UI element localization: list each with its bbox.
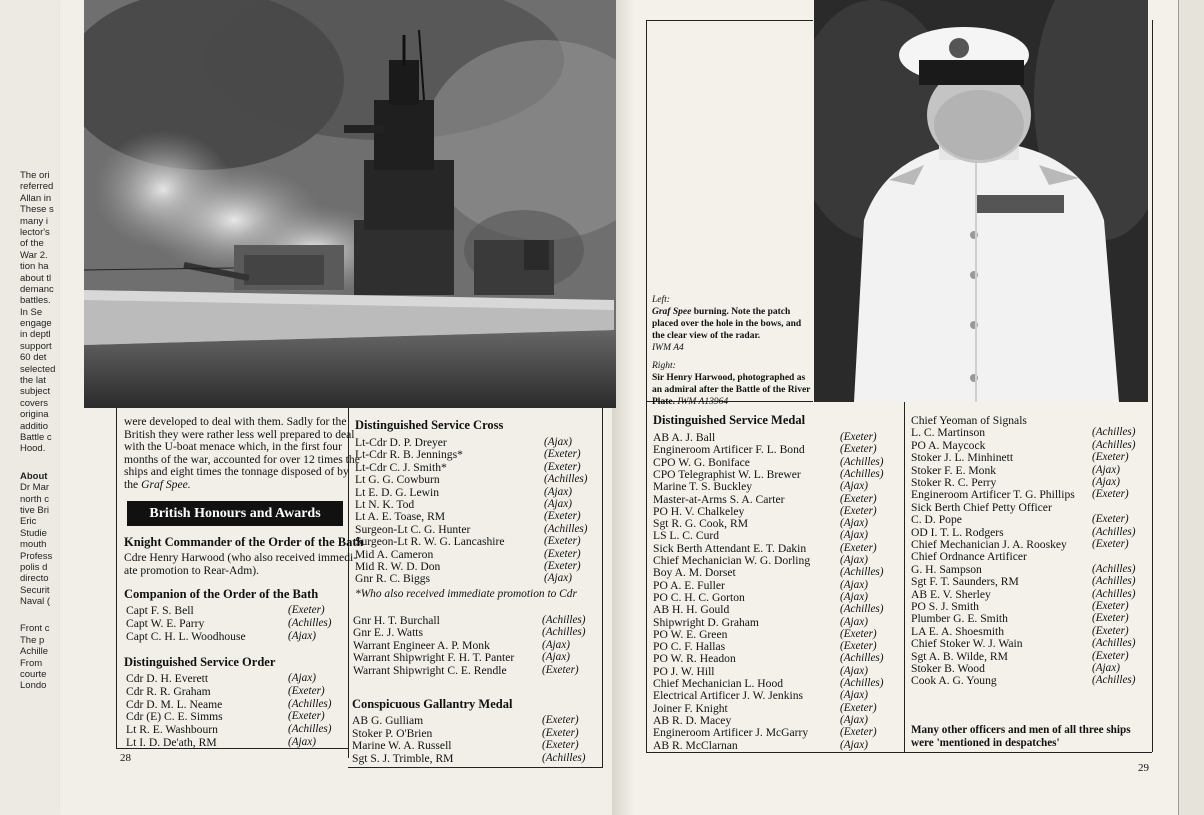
award-recipient-name: OD I. T. L. Rodgers bbox=[911, 525, 1004, 539]
award-recipient-name: Chief Mechanician L. Hood bbox=[653, 677, 784, 690]
ship-name: (Exeter) bbox=[1092, 624, 1129, 637]
award-recipient-name: Gnr E. J. Watts bbox=[353, 626, 424, 640]
back-text-line: 60 det bbox=[20, 352, 47, 364]
ship-name: (Achilles) bbox=[1092, 562, 1136, 575]
ship-name: (Ajax) bbox=[840, 713, 868, 726]
text-line: Cdre Henry Harwood (who also received immedi- bbox=[124, 551, 358, 564]
award-recipient-name: Boy A. M. Dorset bbox=[653, 566, 736, 580]
cgm-heading: Conspicuous Gallantry Medal bbox=[352, 697, 513, 711]
right-table-left-border bbox=[646, 402, 647, 752]
section-banner: British Honours and Awards bbox=[127, 501, 343, 526]
award-recipient-name: Shipwright D. Graham bbox=[653, 615, 759, 629]
caption-left-text: burning. Note the patch placed over the hole in the bows, and the clear view of the radar. bbox=[652, 307, 802, 341]
ship-name: (Ajax) bbox=[544, 572, 572, 585]
award-recipient-name: PO A. E. Fuller bbox=[653, 578, 725, 592]
caption-left bbox=[652, 294, 812, 354]
award-recipient-name: AB A. J. Ball bbox=[653, 431, 716, 444]
award-recipient-name: Sgt R. G. Cook, RM bbox=[653, 517, 749, 531]
ship-name: (Ajax) bbox=[840, 578, 868, 591]
table-bottom-border-right bbox=[348, 767, 602, 768]
ship-name: (Exeter) bbox=[840, 443, 877, 456]
ship-name: (Exeter) bbox=[840, 726, 877, 739]
award-recipient-name: CPO Telegraphist W. L. Brewer bbox=[653, 467, 801, 481]
right-table-right-border bbox=[1152, 20, 1153, 752]
back-text-line: referred bbox=[20, 181, 54, 193]
ship-name: (Achilles) bbox=[288, 617, 332, 629]
caption-right bbox=[652, 360, 812, 408]
award-recipient-name: PO H. V. Chalkeley bbox=[653, 504, 745, 518]
ship-name: (Exeter) bbox=[544, 448, 581, 461]
text-line: with the U-boat menace which, in the first four bbox=[124, 440, 342, 453]
award-recipient-name: Lt-Cdr D. P. Dreyer bbox=[355, 436, 447, 449]
ship-name: (Achilles) bbox=[1092, 587, 1136, 600]
mentioned-footnote: Many other officers and men of all three ships were 'mentioned in despatches' bbox=[911, 724, 1131, 749]
text-line: the Graf Spee. bbox=[124, 477, 191, 491]
award-recipient-name: PO W. E. Green bbox=[653, 627, 728, 641]
award-recipient-name: AB E. V. Sherley bbox=[911, 587, 991, 601]
back-text-line: in deptl bbox=[20, 329, 51, 341]
award-recipient-name: Chief Ordnance Artificer bbox=[911, 550, 1027, 564]
back-text-line: demanc bbox=[20, 283, 54, 295]
ship-name: (Achilles) bbox=[1092, 674, 1136, 687]
award-recipient-name: AB R. McClarnan bbox=[653, 738, 738, 752]
back-text-line: battles. bbox=[20, 295, 51, 307]
back-text-line: Securit bbox=[20, 584, 50, 596]
award-recipient-name: Stoker B. Wood bbox=[911, 662, 985, 675]
back-text-line: Londo bbox=[20, 680, 47, 692]
award-recipient-name: PO C. F. Hallas bbox=[653, 640, 726, 654]
ship-name: (Achilles) bbox=[544, 473, 588, 486]
award-recipient-name: Chief Mechanician J. A. Rooskey bbox=[911, 538, 1067, 551]
harwood-portrait-photo bbox=[814, 0, 1148, 402]
award-recipient-name: Lt E. D. G. Lewin bbox=[355, 485, 440, 499]
award-recipient-name: Cook A. G. Young bbox=[911, 674, 997, 688]
text-line: months of the war, accounted for over 12 times the bbox=[124, 452, 360, 466]
back-text-line: Profess bbox=[20, 550, 53, 562]
ship-name: (Ajax) bbox=[840, 738, 868, 751]
ship-name: (Achilles) bbox=[542, 626, 586, 639]
award-recipient-name: G. H. Sampson bbox=[911, 562, 982, 576]
ship-name: (Exeter) bbox=[840, 640, 877, 653]
award-recipient-name: Cdr R. R. Graham bbox=[126, 684, 211, 698]
award-recipient-name: Plumber G. E. Smith bbox=[911, 612, 1008, 626]
ship-name: (Exeter) bbox=[840, 701, 877, 714]
ship-name: (Ajax) bbox=[1092, 463, 1120, 476]
ship-name: (Ajax) bbox=[288, 630, 316, 642]
kcb-entry bbox=[124, 552, 357, 577]
right-column-divider bbox=[904, 402, 905, 752]
back-text-line: Battle c bbox=[20, 431, 52, 443]
ship-name: (Exeter) bbox=[1092, 513, 1129, 526]
ship-name: (Achilles) bbox=[840, 652, 884, 665]
ship-name: (Exeter) bbox=[288, 604, 325, 616]
award-recipient-name: Capt C. H. L. Woodhouse bbox=[126, 630, 246, 643]
award-recipient-name: Joiner F. Knight bbox=[653, 701, 728, 715]
award-recipient-name: Stoker R. C. Perry bbox=[911, 476, 997, 489]
graf-spee-burning-photo bbox=[84, 0, 616, 408]
caption-right-label: Right: bbox=[652, 361, 676, 371]
back-text-line: additio bbox=[20, 420, 48, 432]
table-right-border bbox=[602, 408, 603, 768]
back-text-line: The p bbox=[20, 634, 45, 646]
award-recipient-name: Lt A. E. Toase, RM bbox=[355, 510, 446, 524]
ship-name: (Exeter) bbox=[544, 510, 581, 523]
ship-name: (Exeter) bbox=[542, 726, 579, 739]
text-line: British they were rather less well prepared to deal bbox=[124, 427, 355, 441]
award-recipient-name: Marine T. S. Buckley bbox=[653, 480, 753, 494]
back-text-line: selected bbox=[20, 363, 56, 375]
back-text-line: mouth bbox=[20, 539, 47, 551]
ship-name: (Ajax) bbox=[288, 672, 316, 684]
table-left-border bbox=[116, 408, 117, 748]
award-recipient-name: Warrant Engineer A. P. Monk bbox=[353, 638, 490, 652]
back-text-line: many i bbox=[20, 215, 48, 227]
award-recipient-name: Cdr D. M. L. Neame bbox=[126, 697, 223, 711]
award-recipient-name: Sick Berth Chief Petty Officer bbox=[911, 500, 1052, 514]
ship-name: (Exeter) bbox=[542, 714, 579, 726]
award-recipient-name: C. D. Pope bbox=[911, 513, 962, 527]
award-recipient-name: Lt R. E. Washbourn bbox=[126, 723, 218, 737]
back-text-line: Front c bbox=[20, 623, 50, 635]
ship-name: (Exeter) bbox=[1092, 488, 1129, 501]
ship-name: (Exeter) bbox=[840, 627, 877, 640]
ship-name: (Exeter) bbox=[544, 460, 581, 473]
award-recipient-name: Stoker F. E. Monk bbox=[911, 463, 997, 477]
ship-name: (Exeter) bbox=[1092, 612, 1129, 625]
ship-name: (Ajax) bbox=[840, 517, 868, 530]
text-line: were developed to deal with them. Sadly for the bbox=[124, 415, 347, 428]
award-recipient-name: Cdr D. H. Everett bbox=[126, 672, 209, 685]
ship-name: (Achilles) bbox=[840, 677, 884, 689]
award-recipient-name: Surgeon-Lt R. W. G. Lancashire bbox=[355, 535, 505, 549]
back-text-line: covers bbox=[20, 397, 48, 409]
back-text-line: north c bbox=[20, 493, 50, 505]
award-recipient-name: AB R. D. Macey bbox=[653, 713, 732, 727]
award-recipient-name: Master-at-Arms S. A. Carter bbox=[653, 492, 785, 506]
award-recipient-name: Mid R. W. D. Don bbox=[355, 560, 441, 573]
cb-heading: Companion of the Order of the Bath bbox=[124, 587, 319, 601]
ship-name: (Exeter) bbox=[840, 541, 877, 554]
ship-name: (Exeter) bbox=[542, 739, 579, 752]
ship-name: (Achilles) bbox=[1092, 426, 1136, 439]
ship-name: (Exeter) bbox=[544, 535, 581, 548]
ship-name: (Achilles) bbox=[1092, 637, 1136, 650]
ship-name: (Achilles) bbox=[542, 614, 586, 626]
award-recipient-name: Cdr (E) C. E. Simms bbox=[126, 710, 223, 724]
back-text-line: From bbox=[20, 657, 43, 669]
kcb-heading: Knight Commander of the Order of the Bath bbox=[124, 535, 364, 549]
ship-name: (Achilles) bbox=[840, 603, 884, 616]
award-recipient-name: AB H. H. Gould bbox=[653, 603, 730, 617]
ship-name: (Ajax) bbox=[544, 436, 572, 448]
award-recipient-name: Sgt S. J. Trimble, RM bbox=[352, 751, 454, 765]
ship-name: (Ajax) bbox=[542, 651, 570, 664]
ship-name: (Achilles) bbox=[1092, 575, 1136, 588]
award-recipient-name: AB G. Gulliam bbox=[352, 714, 424, 727]
back-text-line: courte bbox=[20, 669, 47, 681]
caption-left-label: Left: bbox=[652, 295, 670, 305]
back-text-line: Eric bbox=[20, 516, 37, 528]
ship-name: (Achilles) bbox=[1092, 525, 1136, 538]
ship-name: (Ajax) bbox=[840, 615, 868, 628]
ship-name: (Exeter) bbox=[1092, 451, 1129, 464]
back-text-line: Achille bbox=[20, 646, 48, 658]
award-recipient-name: PO A. Maycock bbox=[911, 438, 986, 452]
back-text-line: War 2. bbox=[20, 249, 48, 261]
back-text-line: origina bbox=[20, 409, 49, 421]
back-text-line: tive Bri bbox=[20, 504, 50, 516]
text-line: ships and eight times the tonnage disposed of by bbox=[124, 465, 349, 478]
next-page-edge bbox=[1178, 0, 1204, 815]
award-recipient-name: Lt-Cdr R. B. Jennings* bbox=[355, 448, 463, 462]
ship-name: (Ajax) bbox=[542, 638, 570, 651]
ship-name: (Exeter) bbox=[288, 684, 325, 697]
award-recipient-name: PO W. R. Headon bbox=[653, 652, 736, 666]
award-recipient-name: Lt G. G. Cowburn bbox=[355, 473, 440, 487]
back-text-line: These s bbox=[20, 204, 54, 216]
back-text-line: tion ha bbox=[20, 261, 49, 273]
back-text-line: Allan in bbox=[20, 192, 52, 204]
ship-name: (Exeter) bbox=[1092, 600, 1129, 612]
back-text-line: engage bbox=[20, 318, 52, 330]
ship-name: (Exeter) bbox=[544, 547, 581, 560]
back-text-line: polis d bbox=[20, 561, 48, 573]
back-text-line: Hood. bbox=[20, 443, 46, 455]
intro-paragraph bbox=[124, 416, 360, 491]
ship-name: (Ajax) bbox=[544, 485, 572, 498]
back-text-line: subject bbox=[20, 386, 51, 398]
back-text-line: Studie bbox=[20, 527, 47, 539]
back-text-line: the lat bbox=[20, 375, 46, 387]
ship-name: (Ajax) bbox=[840, 529, 868, 542]
ship-name: (Ajax) bbox=[1092, 662, 1120, 674]
award-recipient-name: LS L. C. Curd bbox=[653, 529, 720, 543]
back-text-line: The ori bbox=[20, 170, 50, 181]
ship-name: (Ajax) bbox=[840, 664, 868, 677]
ship-name: (Ajax) bbox=[1092, 476, 1120, 488]
award-recipient-name: Warrant Shipwright F. H. T. Panter bbox=[353, 651, 515, 665]
award-recipient-name: Capt F. S. Bell bbox=[126, 604, 194, 617]
award-recipient-name: Stoker J. L. Minhinett bbox=[911, 451, 1014, 465]
dsm-heading: Distinguished Service Medal bbox=[653, 413, 806, 427]
award-recipient-name: Gnr H. T. Burchall bbox=[353, 614, 440, 627]
ship-name: (Achilles) bbox=[840, 467, 884, 480]
ship-name: (Achilles) bbox=[288, 697, 332, 710]
back-text-line: lector's bbox=[20, 226, 50, 238]
dso-heading: Distinguished Service Order bbox=[124, 655, 276, 669]
award-recipient-name: Chief Mechanician W. G. Dorling bbox=[653, 554, 811, 567]
ship-name: (Achilles) bbox=[544, 522, 588, 535]
ship-name: (Ajax) bbox=[840, 554, 868, 566]
back-text-line: support bbox=[20, 340, 52, 352]
ship-name: (Exeter) bbox=[542, 663, 579, 676]
back-text-line: directo bbox=[20, 573, 49, 585]
right-table-bottom-border bbox=[646, 752, 1152, 753]
award-recipient-name: Capt W. E. Parry bbox=[126, 617, 205, 630]
caption-right-text: Sir Henry Harwood, photographed as an admiral after the Battle of the River Plate. bbox=[652, 373, 811, 407]
award-recipient-name: Stoker P. O'Brien bbox=[352, 726, 433, 740]
ship-name: (Achilles) bbox=[840, 455, 884, 468]
ship-name: (Ajax) bbox=[840, 689, 868, 702]
back-text-line: In Se bbox=[20, 306, 43, 318]
page-number-left: 28 bbox=[120, 752, 131, 764]
ship-name: (Exeter) bbox=[840, 504, 877, 517]
previous-page-text bbox=[20, 170, 64, 692]
page-number-right: 29 bbox=[1138, 762, 1149, 774]
award-recipient-name: Lt N. K. Tod bbox=[355, 498, 415, 511]
award-recipient-name: Marine W. A. Russell bbox=[352, 739, 452, 753]
ship-name: (Achilles) bbox=[1092, 438, 1136, 451]
award-recipient-name: PO C. H. C. Gorton bbox=[653, 590, 745, 604]
dsc-footnote: *Who also received immediate promotion to Cdr bbox=[355, 588, 577, 600]
ship-name: (Exeter) bbox=[1092, 538, 1129, 550]
ship-name: (Achilles) bbox=[288, 723, 332, 736]
award-recipient-name: Engineroom Artificer T. G. Phillips bbox=[911, 488, 1075, 502]
award-recipient-name: Sick Berth Attendant E. T. Dakin bbox=[653, 541, 807, 555]
award-recipient-name: Warrant Shipwright C. E. Rendle bbox=[353, 663, 507, 677]
award-recipient-name: LA E. A. Shoesmith bbox=[911, 624, 1005, 638]
ship-name: (Exeter) bbox=[544, 560, 581, 572]
award-recipient-name: Engineroom Artificer J. McGarry bbox=[653, 726, 809, 740]
award-recipient-name: Sgt F. T. Saunders, RM bbox=[911, 575, 1019, 589]
intro-ship-name: Graf Spee. bbox=[138, 477, 191, 491]
award-recipient-name: CPO W. G. Boniface bbox=[653, 455, 750, 469]
award-recipient-name: Mid A. Cameron bbox=[355, 547, 434, 561]
award-recipient-name: Lt I. D. De'ath, RM bbox=[126, 736, 217, 749]
back-text-line: of the bbox=[20, 238, 44, 250]
back-text-line: about tl bbox=[20, 272, 52, 284]
award-recipient-name: Engineroom Artificer F. L. Bond bbox=[653, 443, 805, 457]
ship-name: (Ajax) bbox=[544, 498, 572, 510]
award-recipient-name: Sgt A. B. Wilde, RM bbox=[911, 649, 1008, 663]
ship-name: (Exeter) bbox=[1092, 649, 1129, 662]
back-about-heading: About bbox=[20, 470, 48, 482]
ship-name: (Achilles) bbox=[840, 566, 884, 579]
ship-name: (Exeter) bbox=[840, 431, 877, 443]
text-line: ate promotion to Rear-Adm). bbox=[124, 563, 259, 577]
award-recipient-name: Chief Yeoman of Signals bbox=[911, 414, 1027, 427]
award-recipient-name: Surgeon-Lt C. G. Hunter bbox=[355, 522, 471, 536]
ship-name: (Exeter) bbox=[840, 492, 877, 505]
back-text-line: Naval ( bbox=[20, 596, 51, 608]
award-recipient-name: L. C. Martinson bbox=[911, 426, 986, 440]
caption-left-ref: IWM A4 bbox=[652, 343, 684, 353]
caption-left-ship: Graf Spee bbox=[652, 307, 692, 317]
award-recipient-name: Lt-Cdr C. J. Smith* bbox=[355, 460, 447, 474]
back-text-line: Dr Mar bbox=[20, 482, 50, 494]
dsc-heading: Distinguished Service Cross bbox=[355, 418, 504, 432]
caption-right-ref: IWM A13964 bbox=[677, 397, 729, 407]
ship-name: (Exeter) bbox=[288, 710, 325, 723]
ship-name: (Ajax) bbox=[840, 480, 868, 493]
award-recipient-name: Gnr R. C. Biggs bbox=[355, 572, 431, 586]
award-recipient-name: Electrical Artificer J. W. Jenkins bbox=[653, 689, 804, 703]
award-recipient-name: PO S. J. Smith bbox=[911, 600, 979, 613]
award-recipient-name: Chief Stoker W. J. Wain bbox=[911, 637, 1023, 651]
ship-name: (Achilles) bbox=[542, 751, 586, 764]
award-recipient-name: PO J. W. Hill bbox=[653, 664, 715, 678]
ship-name: (Ajax) bbox=[840, 590, 868, 603]
ship-name: (Ajax) bbox=[288, 736, 316, 748]
